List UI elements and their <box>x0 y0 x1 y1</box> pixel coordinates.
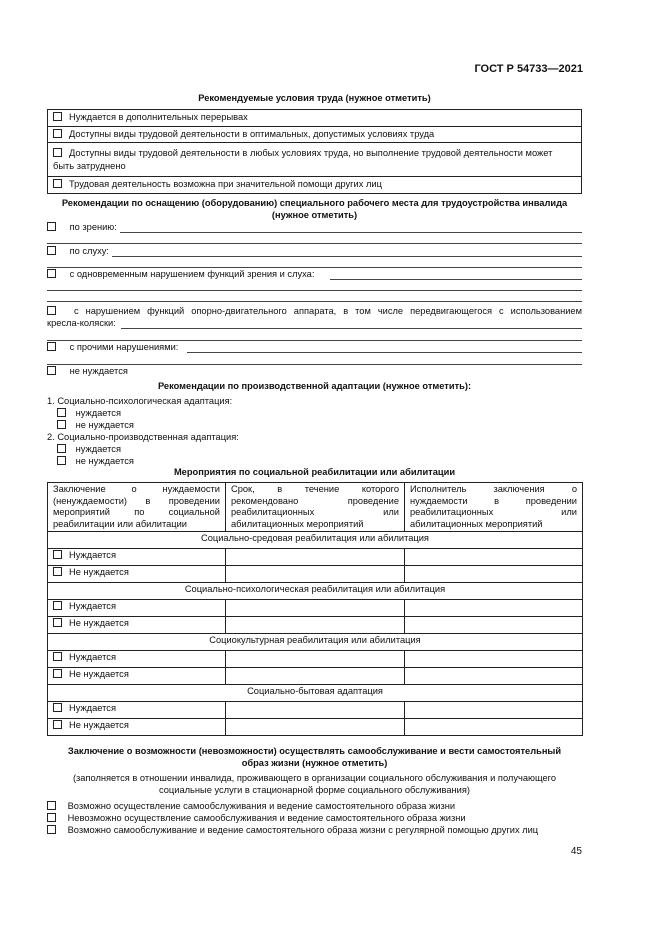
executor-cell[interactable] <box>405 549 583 566</box>
checkbox[interactable] <box>53 618 62 627</box>
term-cell[interactable] <box>226 549 405 566</box>
option-needs[interactable]: нуждается <box>57 444 121 456</box>
table-header-row <box>48 483 583 532</box>
option-hearing[interactable]: по слуху: <box>47 246 109 258</box>
checkbox[interactable] <box>53 601 62 610</box>
conclusion-title: Заключение о возможности (невозможности) осуществлять самообслуживание и вести самостоятельный образ жизни (нужное отметить) <box>67 746 562 768</box>
work-condition-row[interactable]: Доступны виды трудовой деятельности в любых условиях труда, но выполнение трудовой деятельности может быть затруднено <box>48 143 582 177</box>
work-condition-row[interactable]: Доступны виды трудовой деятельности в оптимальных, допустимых условиях труда <box>48 126 582 143</box>
workplace-title: Рекомендации по оснащению (оборудованию) специального рабочего места для трудоустройства инвалида (нужное отметить) <box>61 198 568 220</box>
option-vision[interactable]: по зрению: <box>47 222 117 234</box>
conclusion-note: (заполняется в отношении инвалида, проживающего в организации социального обслуживания и получающего социальные услуги в стационарной форме социального обслуживания) <box>72 773 557 795</box>
checkbox[interactable] <box>47 246 56 255</box>
term-cell[interactable] <box>226 668 405 685</box>
section-row: Социально-бытовая адаптация <box>48 685 583 702</box>
checkbox[interactable] <box>53 652 62 661</box>
option-combined[interactable]: с одновременным нарушением функций зрения и слуха: <box>47 269 314 281</box>
term-cell[interactable] <box>226 719 405 736</box>
section-row: Социально-средовая реабилитация или абилитация <box>48 532 583 549</box>
table-row[interactable]: Не нуждается <box>48 719 583 736</box>
term-cell[interactable] <box>226 651 405 668</box>
checkbox[interactable] <box>53 703 62 712</box>
checkbox[interactable] <box>53 129 62 138</box>
column-header: Исполнитель заключения о нуждаемости в проведении реабилитационных или абилитационных мероприятий <box>405 483 583 532</box>
table-row[interactable]: Не нуждается <box>48 566 583 583</box>
table-row[interactable]: Нуждается <box>48 651 583 668</box>
option-not-needed[interactable]: не нуждается <box>47 366 128 378</box>
musculoskeletal-input-line[interactable] <box>121 328 582 329</box>
checkbox[interactable] <box>53 720 62 729</box>
input-line[interactable] <box>47 267 582 268</box>
adaptation-title: Рекомендации по производственной адаптации (нужное отметить): <box>157 381 472 391</box>
combined-input-line[interactable] <box>330 279 582 280</box>
work-conditions-title: Рекомендуемые условия труда (нужное отметить) <box>198 93 431 103</box>
executor-cell[interactable] <box>405 566 583 583</box>
checkbox[interactable] <box>53 567 62 576</box>
checkbox[interactable] <box>53 669 62 678</box>
executor-cell[interactable] <box>405 617 583 634</box>
table-row[interactable]: Нуждается <box>48 702 583 719</box>
hearing-input-line[interactable] <box>112 256 582 257</box>
conclusion-option[interactable]: Возможно осуществление самообслуживания и ведение самостоятельного образа жизни <box>47 801 455 813</box>
table-row[interactable]: Не нуждается <box>48 617 583 634</box>
term-cell[interactable] <box>226 617 405 634</box>
social-psych-adaptation-label: 1. Социально-психологическая адаптация: <box>47 396 233 406</box>
conclusion-option[interactable]: Невозможно осуществление самообслуживания и ведение самостоятельного образа жизни <box>47 813 466 825</box>
checkbox[interactable] <box>47 813 56 822</box>
table-row[interactable]: Не нуждается <box>48 668 583 685</box>
checkbox[interactable] <box>53 112 62 121</box>
term-cell[interactable] <box>226 566 405 583</box>
input-line[interactable] <box>47 301 582 302</box>
table-row[interactable]: Нуждается <box>48 549 583 566</box>
table-row[interactable]: Нуждается <box>48 600 583 617</box>
checkbox[interactable] <box>57 444 66 453</box>
vision-input-line[interactable] <box>120 232 582 233</box>
option-not-needs[interactable]: не нуждается <box>57 420 134 432</box>
section-row: Социокультурная реабилитация или абилитация <box>48 634 583 651</box>
conclusion-option[interactable]: Возможно самообслуживание и ведение самостоятельного образа жизни с регулярной помощью других лиц <box>47 825 538 837</box>
checkbox[interactable] <box>47 801 56 810</box>
checkbox[interactable] <box>47 306 56 315</box>
social-prod-adaptation-label: 2. Социально-производственная адаптация: <box>47 432 239 442</box>
other-input-line[interactable] <box>187 352 582 353</box>
rehab-title: Мероприятия по социальной реабилитации или абилитации <box>173 467 456 477</box>
work-conditions-table <box>47 109 582 194</box>
option-needs[interactable]: нуждается <box>57 408 121 420</box>
option-other[interactable]: с прочими нарушениями: <box>47 342 178 354</box>
checkbox[interactable] <box>47 269 56 278</box>
executor-cell[interactable] <box>405 719 583 736</box>
term-cell[interactable] <box>226 702 405 719</box>
executor-cell[interactable] <box>405 651 583 668</box>
checkbox[interactable] <box>57 408 66 417</box>
input-line[interactable] <box>47 340 582 341</box>
term-cell[interactable] <box>226 600 405 617</box>
checkbox[interactable] <box>53 148 62 157</box>
input-line[interactable] <box>47 243 582 244</box>
executor-cell[interactable] <box>405 668 583 685</box>
standard-number: ГОСТ Р 54733—2021 <box>474 63 583 75</box>
input-line[interactable] <box>47 290 582 291</box>
column-header: Заключение о нуждаемости (ненуждаемости) в проведении мероприятий по социальной реабилитации или абилитации <box>48 483 226 532</box>
rehab-table <box>47 482 583 736</box>
checkbox[interactable] <box>53 179 62 188</box>
work-condition-row[interactable]: Нуждается в дополнительных перерывах <box>48 110 582 127</box>
checkbox[interactable] <box>47 825 56 834</box>
option-musculoskeletal[interactable]: с нарушением функций опорно-двигательного аппарата, в том числе передвигающегося с использованием кресла-коляски: <box>47 306 582 328</box>
checkbox[interactable] <box>57 420 66 429</box>
checkbox[interactable] <box>47 366 56 375</box>
checkbox[interactable] <box>47 222 56 231</box>
executor-cell[interactable] <box>405 600 583 617</box>
input-line[interactable] <box>47 364 582 365</box>
executor-cell[interactable] <box>405 702 583 719</box>
option-not-needs[interactable]: не нуждается <box>57 456 134 468</box>
checkbox[interactable] <box>47 342 56 351</box>
checkbox[interactable] <box>57 456 66 465</box>
checkbox[interactable] <box>53 550 62 559</box>
page-number: 45 <box>570 846 582 857</box>
section-row: Социально-психологическая реабилитация или абилитация <box>48 583 583 600</box>
work-condition-row[interactable]: Трудовая деятельность возможна при значительной помощи других лиц <box>48 177 582 194</box>
column-header: Срок, в течение которого рекомендовано проведение реабилитационных или абилитационных мероприятий <box>226 483 405 532</box>
